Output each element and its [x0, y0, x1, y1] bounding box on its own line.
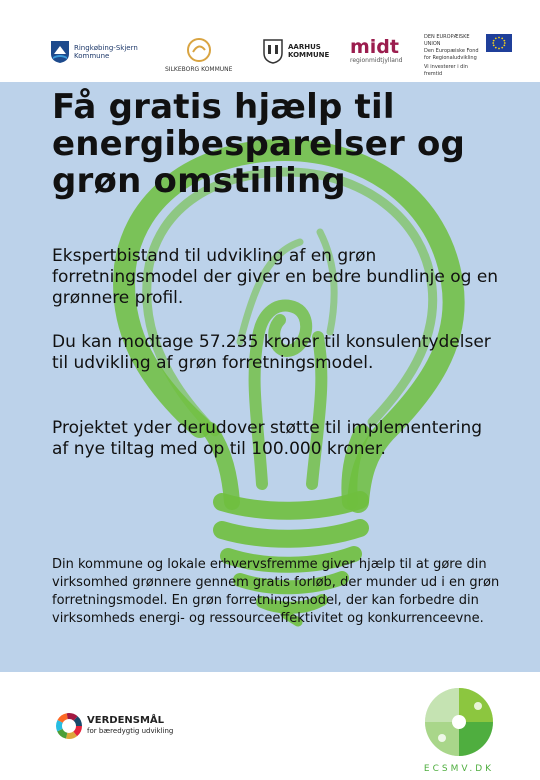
- sdg-wheel-icon: [55, 712, 83, 740]
- footer: [0, 672, 540, 780]
- page-title: Få gratis hjælp til energibesparelser og grøn omstilling: [52, 87, 466, 201]
- silkeborg-emblem-icon: [184, 36, 214, 64]
- midt-subtitle: regionmidtjylland: [350, 57, 403, 64]
- sdg-subtitle: for bæredygtig udvikling: [87, 727, 174, 735]
- ecsmv-logo: [418, 684, 500, 776]
- aarhus-name: AARHUS: [288, 43, 321, 51]
- eu-union-text: DEN EUROPÆISKE UNION: [424, 34, 470, 47]
- ringkobing-name: Ringkøbing-Skjern: [74, 44, 138, 52]
- puzzle-circle-icon: [418, 684, 500, 762]
- aarhus-crest-icon: [262, 38, 284, 64]
- eu-fund-text: Den Europæiske Fond: [424, 48, 479, 54]
- eu-regional-text: for Regionaludvikling: [424, 55, 477, 61]
- ecsmv-wordmark: ECSMV.DK: [423, 764, 495, 774]
- silkeborg-logo: [165, 36, 232, 74]
- eu-flag-icon: [486, 34, 512, 52]
- main-panel: [0, 82, 540, 672]
- midt-wordmark: midt: [350, 36, 399, 58]
- ringkobing-kommune: Kommune: [74, 52, 110, 60]
- sdg-title: VERDENSMÅL: [87, 715, 165, 726]
- support-amount-paragraph: Du kan modtage 57.235 kroner til konsulentydelser til udvikling af grøn forretningsmodel.: [52, 332, 491, 373]
- region-midt-logo: [350, 38, 403, 65]
- verdensmaal-logo: [55, 712, 173, 740]
- eu-logo: [424, 34, 512, 78]
- description-paragraph: Din kommune og lokale erhvervsfremme giver hjælp til at gøre din virksomhed grønnere gennem gratis forløb, der munder ud i en grøn forretningsmodel. En grøn forretningsmodel, der kan forbedre din virksomheds energi- og ressourceeffektivitet og konkurrenceevne.: [52, 557, 500, 626]
- aarhus-logo: [262, 38, 329, 64]
- ringkobing-shield-icon: [50, 40, 70, 64]
- intro-paragraph: Ekspertbistand til udvikling af en grøn forretningsmodel der giver en bedre bundlinje og en grønnere profil.: [52, 246, 499, 308]
- eu-slogan-text: Vi investerer i din fremtid: [424, 64, 468, 77]
- silkeborg-name: SILKEBORG KOMMUNE: [165, 66, 233, 73]
- aarhus-kommune: KOMMUNE: [288, 51, 330, 59]
- implementation-paragraph: Projektet yder derudover støtte til implementering af nye tiltag med op til 100.000 kroner.: [52, 418, 483, 459]
- logo-strip: [0, 0, 540, 82]
- ringkobing-skjern-logo: [50, 40, 138, 64]
